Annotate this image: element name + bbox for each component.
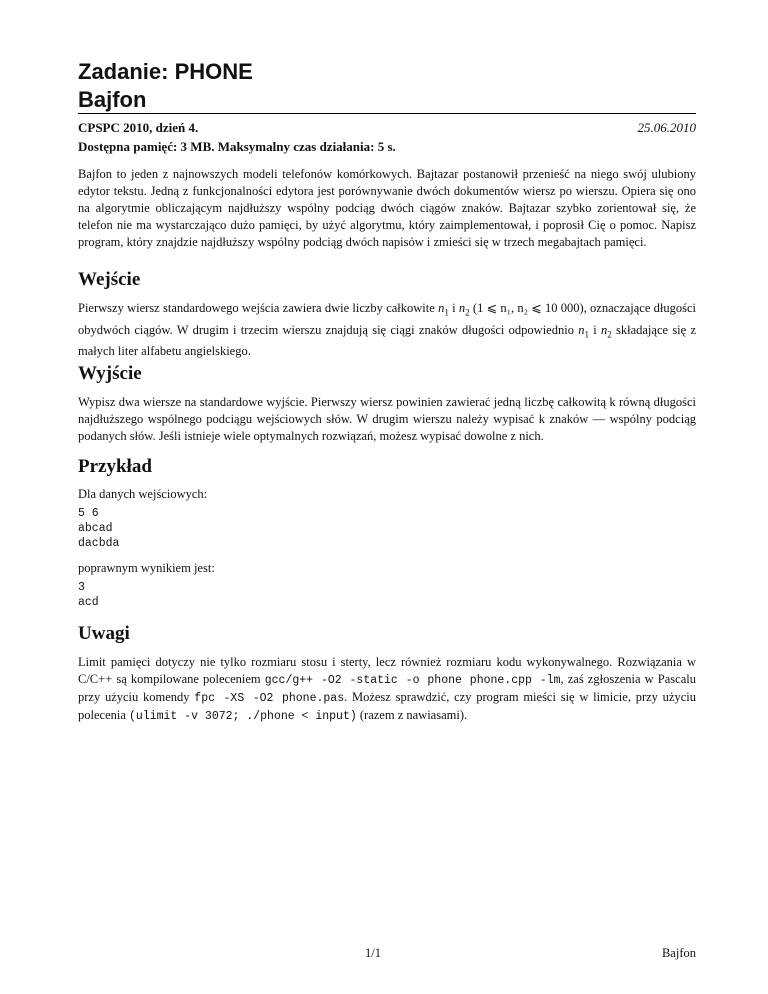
input-and-2: i bbox=[593, 322, 597, 337]
code-line: acd bbox=[78, 596, 99, 609]
var-n2: n bbox=[458, 301, 466, 315]
var-n1: n bbox=[438, 301, 445, 315]
input-heading: Wejście bbox=[78, 269, 141, 290]
var-n1-sub: 1 bbox=[444, 307, 449, 318]
input-paragraph: Pierwszy wiersz standardowego wejścia zawiera dwie liczby całkowite $n_1$ i $n_2$ (1 ⩽ n₁, n₂ ⩽ 10 000), oznaczające długości obydwóch ciągów. W drugim i trzecim wierszu znajdują się ciągi znaków długości odpowiednio $n_1$ i $n_2$ składające się z małych liter alfabetu angielskiego. bbox=[78, 301, 697, 358]
page-number: 1/1 bbox=[365, 946, 381, 960]
limits-line: Dostępna pamięć: 3 MB. Maksymalny czas działania: 5 s. bbox=[78, 139, 396, 154]
input-and: i bbox=[452, 301, 456, 315]
example-heading: Przykład bbox=[78, 456, 152, 477]
intro-paragraph: Bajfon to jeden z najnowszych modeli telefonów komórkowych. Bajtazar postanowił przenieść na niego swój ulubiony edytor tekstu. Jedną z funkcjonalności edytora jest porównywanie dwóch dokumentów wiersz po wierszu. Opiera się ono na algorytmie obliczającym najdłuższy wspólny podciąg dwóch ciągów znaków. Bajtazar szybko zorientował się, że telefon nie ma wystarczająco dużo pamięci, by użyć algorytmu, który zaimplementował, i poprosił Cię o pomoc. Napisz program, który znajdzie najdłuższy wspólny podciąg dwóch napisów i zmieści się w trzech megabajtach pamięci. bbox=[78, 167, 696, 249]
code-line: dacbda bbox=[78, 537, 120, 550]
footer-task-name: Bajfon bbox=[661, 946, 696, 960]
code-line: abcad bbox=[78, 522, 113, 535]
notes-paragraph bbox=[78, 654, 696, 725]
input-text-1: Pierwszy wiersz standardowego wejścia zawiera dwie liczby całkowite bbox=[78, 301, 435, 315]
output-paragraph: Wypisz dwa wiersze na standardowe wyjście. Pierwszy wiersz powinien zawierać jedną liczbę całkowitą k równą długości najdłuższego wspólnego podciągu wejściowych słów. W drugim wierszu należy wypisać k znaków — wspólny podciąg podanych słów. Jeśli istnieje wiele optymalnych rozwiązań, możesz wypisać dowolne z nich. bbox=[78, 395, 696, 443]
compile-cpp-command: gcc/g++ -O2 -static -o phone phone.cpp -lm bbox=[264, 674, 561, 687]
title-block bbox=[78, 58, 253, 114]
notes-text-4: (razem z nawiasami). bbox=[359, 708, 468, 722]
notes-heading: Uwagi bbox=[78, 623, 130, 644]
ulimit-command: (ulimit -v 3072; ./phone < input) bbox=[129, 710, 357, 723]
header-rule bbox=[78, 113, 696, 114]
input-tail: składające się z małych liter alfabetu angielskiego. bbox=[78, 322, 697, 358]
example-output-label: poprawnym wynikiem jest: bbox=[78, 561, 215, 575]
example-input-block bbox=[78, 506, 119, 551]
contest-date: 25.06.2010 bbox=[637, 120, 696, 135]
var-n2-sub: 2 bbox=[465, 307, 470, 318]
input-range: (1 ⩽ n₁, n₂ ⩽ 10 000), oznaczające długości obydwóch ciągów. W drugim i trzecim wierszu znajdują się ciągi znaków długości odpowiednio bbox=[78, 301, 697, 337]
contest-label: CPSPC 2010, dzień 4. bbox=[78, 120, 199, 135]
notes-text-2: , zaś zgłoszenia w Pascalu przy użyciu komendy bbox=[78, 672, 696, 704]
example-output-block bbox=[78, 580, 99, 610]
example-input-label: Dla danych wejściowych: bbox=[78, 487, 208, 501]
code-line: 3 bbox=[78, 581, 85, 594]
notes-text-3: . Możesz sprawdzić, czy program mieści się w limicie, przy użyciu polecenia bbox=[78, 690, 696, 722]
contest-line bbox=[78, 119, 696, 136]
output-heading: Wyjście bbox=[78, 363, 142, 384]
task-title: Zadanie: PHONE bbox=[78, 59, 253, 84]
notes-text-1: Limit pamięci dotyczy nie tylko rozmiaru stosu i sterty, lecz również rozmiaru kodu wykonywalnego. Rozwiązania w C/C++ są kompilowane poleceniem bbox=[78, 655, 696, 686]
code-line: 5 6 bbox=[78, 507, 99, 520]
task-name: Bajfon bbox=[78, 87, 147, 112]
compile-pascal-command: fpc -XS -O2 phone.pas bbox=[194, 692, 345, 705]
